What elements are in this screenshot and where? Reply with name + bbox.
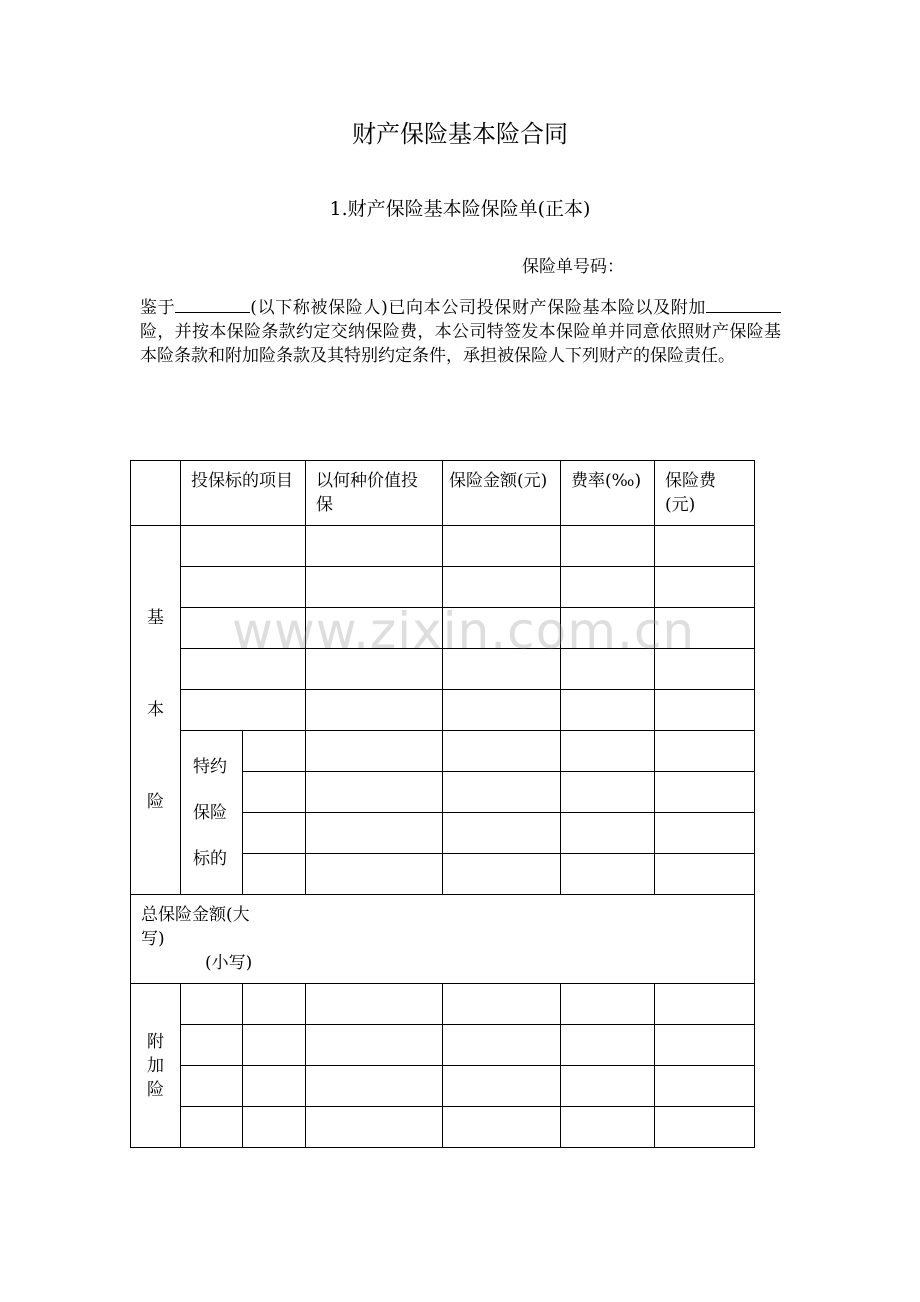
header-premium: 保险费(元) [655,461,755,526]
table-cell[interactable] [561,1107,655,1148]
basic-insurance-label: 基 本 险 [131,526,181,895]
table-cell[interactable] [243,813,306,854]
table-cell[interactable] [655,854,755,895]
table-cell[interactable] [655,984,755,1025]
table-cell[interactable] [181,690,306,731]
table-cell[interactable] [655,1107,755,1148]
table-cell[interactable] [561,608,655,649]
table-cell[interactable] [561,1025,655,1066]
table-row [131,1107,755,1148]
table-cell[interactable] [443,608,561,649]
table-cell[interactable] [561,731,655,772]
table-cell[interactable] [243,1066,306,1107]
table-cell[interactable] [561,526,655,567]
table-row [131,731,755,772]
intro-part2: (以下称被保险人)已向本公司投保财产保险基本险以及附加 [250,298,707,318]
intro-part3: 险，并按本保险条款约定交纳保险费，本公司特签发本保险单并同意依照财产保险基本险条款和附加险条款及其特别约定条件，承担被保险人下列财产的保险责任。 [140,322,781,366]
table-cell[interactable] [443,813,561,854]
table-cell[interactable] [181,1107,243,1148]
table-cell[interactable] [655,731,755,772]
table-cell[interactable] [181,984,243,1025]
table-cell[interactable] [443,854,561,895]
table-row [131,984,755,1025]
table-cell[interactable] [443,649,561,690]
table-cell[interactable] [306,690,443,731]
header-corner-cell [131,461,181,526]
total-sum-small-label: (小写) [205,953,253,973]
table-cell[interactable] [306,1107,443,1148]
table-cell[interactable] [561,854,655,895]
table-cell[interactable] [181,526,306,567]
table-cell[interactable] [443,772,561,813]
table-cell[interactable] [243,1025,306,1066]
table-cell[interactable] [655,1066,755,1107]
table-cell[interactable] [306,526,443,567]
addon-insurance-blank[interactable] [706,296,781,313]
table-cell[interactable] [243,772,306,813]
table-cell[interactable] [243,731,306,772]
table-cell[interactable] [655,1025,755,1066]
table-cell[interactable] [243,984,306,1025]
table-row [131,690,755,731]
table-cell[interactable] [655,813,755,854]
table-cell[interactable] [306,772,443,813]
table-cell[interactable] [243,854,306,895]
table-cell[interactable] [655,526,755,567]
table-row [131,526,755,567]
table-cell[interactable] [655,772,755,813]
table-cell[interactable] [561,649,655,690]
table-cell[interactable] [561,813,655,854]
table-cell[interactable] [443,731,561,772]
table-cell[interactable] [181,1025,243,1066]
intro-paragraph [140,296,781,368]
table-cell[interactable] [181,649,306,690]
table-cell[interactable] [306,1066,443,1107]
table-cell[interactable] [443,1107,561,1148]
table-cell[interactable] [306,567,443,608]
table-cell[interactable] [306,854,443,895]
intro-part1: 鉴于 [140,298,176,318]
table-cell[interactable] [443,1066,561,1107]
table-cell[interactable] [181,1066,243,1107]
total-sum-cell[interactable] [131,895,755,984]
addon-insurance-label: 附 加 险 [131,984,181,1148]
table-row [131,608,755,649]
table-cell[interactable] [655,608,755,649]
table-cell[interactable] [181,608,306,649]
insurance-table [130,460,755,1148]
table-cell[interactable] [306,1025,443,1066]
table-cell[interactable] [306,608,443,649]
special-insured-label: 特约 保险 标的 [181,731,243,895]
table-cell[interactable] [443,690,561,731]
table-cell[interactable] [561,772,655,813]
table-cell[interactable] [561,567,655,608]
table-row [131,567,755,608]
table-row [131,649,755,690]
table-cell[interactable] [243,1107,306,1148]
document-subtitle: 1.财产保险基本险保险单(正本) [329,198,591,220]
table-cell[interactable] [306,731,443,772]
header-insured-item: 投保标的项目 [181,461,306,526]
table-cell[interactable] [443,984,561,1025]
table-cell[interactable] [561,984,655,1025]
table-row [131,1025,755,1066]
table-cell[interactable] [655,567,755,608]
table-cell[interactable] [306,984,443,1025]
header-sum-insured: 保险金额(元) [443,461,561,526]
table-cell[interactable] [443,567,561,608]
table-cell[interactable] [181,567,306,608]
table-cell[interactable] [306,813,443,854]
document-title: 财产保险基本险合同 [352,120,568,148]
table-cell[interactable] [561,690,655,731]
header-value-basis: 以何种价值投保 [306,461,443,526]
total-row [131,895,755,984]
table-cell[interactable] [306,649,443,690]
table-header-row [131,461,755,526]
table-cell[interactable] [443,1025,561,1066]
policy-number-label: 保险单号码： [522,257,624,277]
watermark: www.zixin.com.cn [232,602,696,660]
insured-name-blank[interactable] [175,296,250,313]
table-cell[interactable] [561,1066,655,1107]
table-cell[interactable] [655,649,755,690]
header-rate: 费率(‰) [561,461,655,526]
table-row [131,1066,755,1107]
table-cell[interactable] [655,690,755,731]
total-sum-label: 总保险金额(大写) [141,905,250,949]
table-cell[interactable] [443,526,561,567]
